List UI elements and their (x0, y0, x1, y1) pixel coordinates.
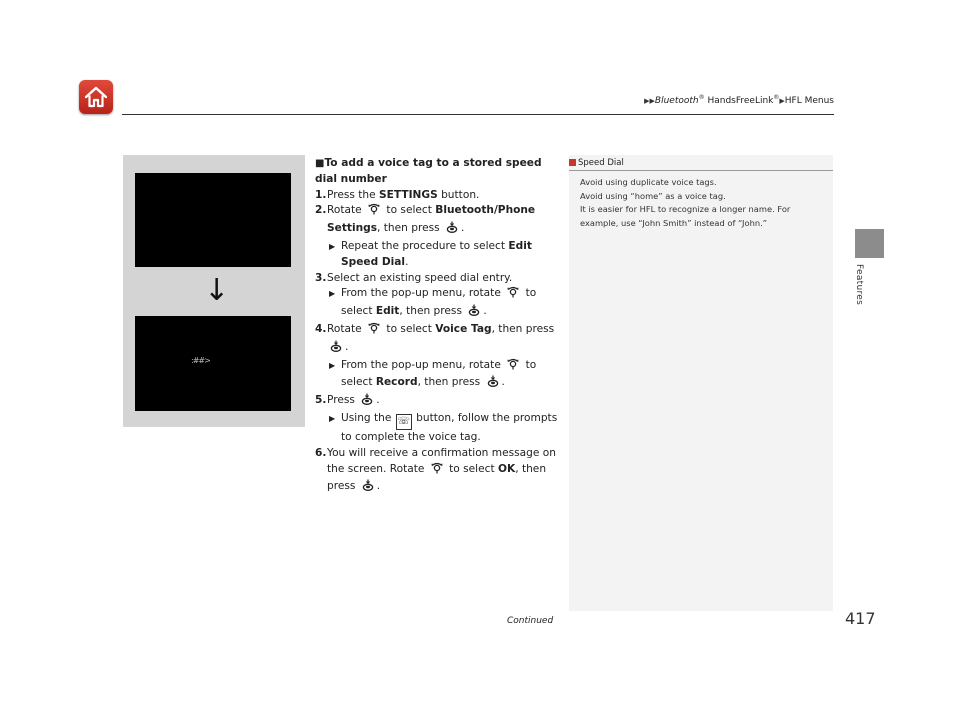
arrow-down-icon: ↓ (204, 273, 230, 308)
recording-wave-icon: :##> (191, 356, 210, 365)
section-tab[interactable] (855, 229, 884, 258)
substep-arrow-icon: ▶ (329, 360, 336, 370)
interface-dial-press-icon (446, 221, 458, 239)
note-title: Speed Dial (569, 158, 833, 171)
step-item: 6. You will receive a confirmation message on the screen. Rotate to select OK, then press . (315, 446, 560, 497)
interface-dial-press-icon (361, 393, 373, 411)
step-item: 5. Press . (315, 393, 560, 411)
substep-arrow-icon: ▶ (329, 413, 336, 423)
step-substep: ▶ Using the ☏ button, follow the prompts to complete the voice tag. (329, 411, 558, 443)
step-substep: ▶ From the pop-up menu, rotate to select Record, then press . (315, 358, 560, 394)
step-substep: ▶ Repeat the procedure to select Edit Speed Dial. (329, 239, 532, 268)
header-divider (122, 114, 834, 115)
breadcrumb-arrow-icon: ▶ (779, 97, 785, 105)
interface-dial-rotate-icon (507, 286, 519, 304)
note-marker-icon (569, 159, 576, 166)
interface-dial-rotate-icon (368, 203, 380, 221)
step-item: 2. Rotate to select Bluetooth/Phone Settings, then press . (315, 203, 560, 239)
home-icon (84, 85, 108, 109)
note-line: Avoid using “home” as a voice tag. (580, 190, 726, 201)
step-substep: ▶ From the pop-up menu, rotate to select Edit, then press . (315, 286, 560, 322)
interface-dial-rotate-icon (431, 462, 443, 480)
substep-arrow-icon: ▶ (329, 241, 336, 251)
interface-dial-press-icon (487, 375, 499, 393)
breadcrumb-arrow-icon: ▶▶ (644, 97, 655, 105)
interface-dial-press-icon (468, 304, 480, 322)
note-line: Avoid using duplicate voice tags. (580, 177, 717, 187)
interface-dial-press-icon (362, 479, 374, 497)
note-line: It is easier for HFL to recognize a longer name. For example, use “John Smith” instead of “John.” (580, 204, 791, 228)
step-item: 4. Rotate to select Voice Tag, then press . (315, 322, 560, 358)
breadcrumb-item[interactable]: HandsFreeLink (704, 96, 774, 106)
breadcrumb-item[interactable]: HFL Menus (784, 96, 834, 106)
section-tab-label: Features (854, 264, 864, 306)
section-heading: ■To add a voice tag to a stored speed dial number (315, 157, 542, 185)
interface-dial-rotate-icon (368, 322, 380, 340)
page-number: 417 (845, 609, 876, 628)
talk-button-icon: ☏ (396, 414, 412, 430)
step-item: 1. Press the SETTINGS button. (315, 188, 480, 201)
continued-label: Continued (507, 616, 554, 626)
substep-arrow-icon: ▶ (329, 289, 336, 299)
breadcrumb: ▶▶Bluetooth® HandsFreeLink®▶HFL Menus (644, 94, 834, 106)
home-button[interactable] (79, 80, 113, 114)
interface-dial-rotate-icon (507, 358, 519, 376)
screen-before (135, 173, 291, 267)
note-body (580, 176, 825, 230)
breadcrumb-item[interactable]: Bluetooth (654, 96, 699, 106)
interface-dial-press-icon (330, 340, 342, 358)
procedure-steps (315, 156, 560, 497)
screen-after (135, 316, 291, 411)
step-item: 3. Select an existing speed dial entry. (315, 271, 513, 284)
square-bullet-icon: ■ (315, 158, 325, 169)
